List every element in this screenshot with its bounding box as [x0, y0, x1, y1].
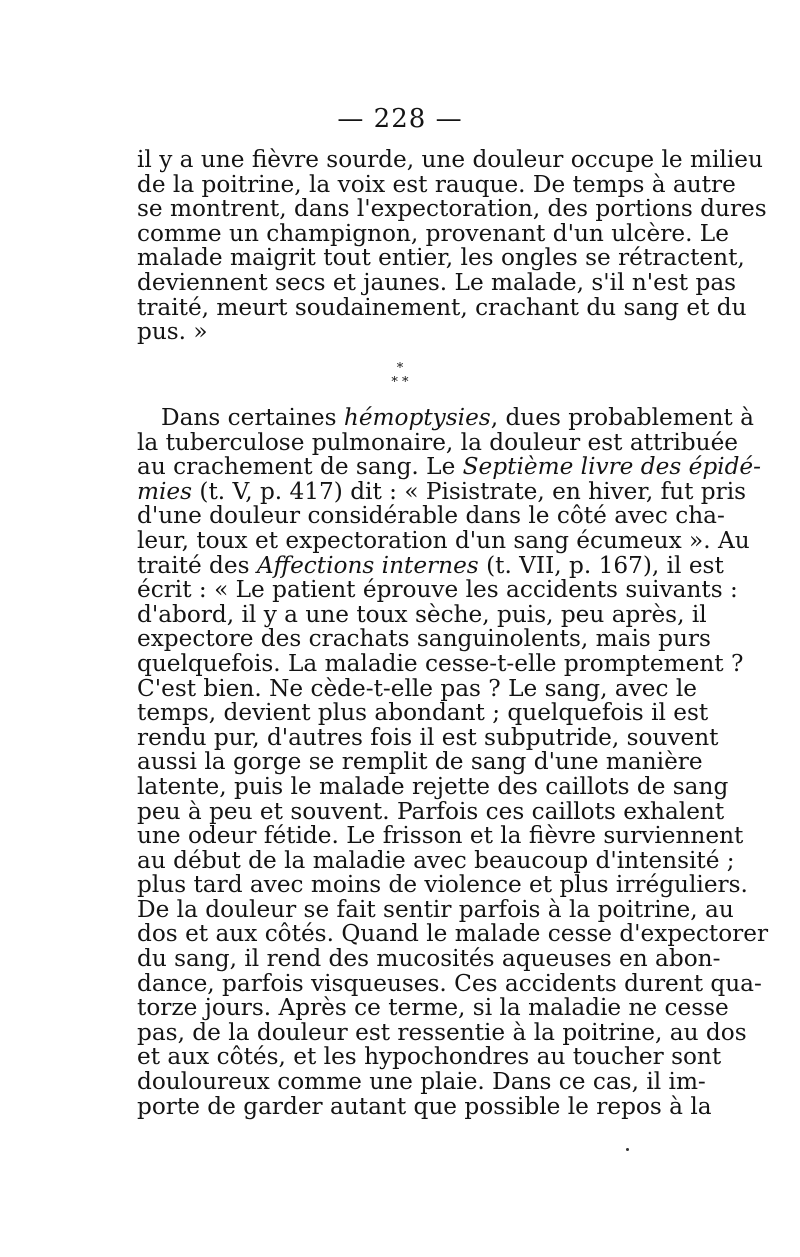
text-line: latente, puis le malade rejette des caillots de sang — [137, 772, 729, 800]
text-line: torze jours. Après ce terme, si la maladie ne cesse — [137, 994, 729, 1022]
text-line: temps, devient plus abondant ; quelquefois il est — [137, 699, 709, 727]
text-line: il y a une fièvre sourde, une douleur occupe le milieu — [137, 146, 763, 173]
text-line — [137, 551, 724, 579]
text-run: , dues probablement à — [490, 404, 754, 431]
text-line: se montrent, dans l'expectoration, des portions dures — [137, 195, 767, 223]
section-separator — [0, 362, 800, 390]
text-line: au début de la maladie avec beaucoup d'intensité ; — [137, 846, 735, 874]
text-run: traité des — [137, 551, 257, 579]
italic-title: mies — [137, 477, 193, 505]
text-line — [137, 477, 747, 505]
text-line — [137, 404, 754, 431]
page-number: — 228 — — [337, 104, 463, 134]
text-line: peu à peu et souvent. Parfois ces caillots exhalent — [137, 797, 725, 825]
text-run: au crachement de sang. Le — [137, 453, 463, 481]
text-line: deviennent secs et jaunes. Le malade, s'il n'est pas — [137, 268, 737, 296]
text-line — [137, 453, 761, 481]
print-speck — [626, 1148, 629, 1151]
text-line: comme un champignon, provenant d'un ulcère. Le — [137, 219, 729, 247]
text-line: et aux côtés, et les hypochondres au toucher sont — [137, 1043, 722, 1071]
text-line: malade maigrit tout entier, les ongles se rétractent, — [137, 244, 745, 272]
text-line: C'est bien. Ne cède-t-elle pas ? Le sang, avec le — [137, 674, 697, 702]
text-line: pas, de la douleur est ressentie à la poitrine, au dos — [137, 1018, 747, 1046]
text-line: une odeur fétide. Le frisson et la fièvre surviennent — [137, 822, 744, 850]
text-line: la tuberculose pulmonaire, la douleur est attribuée — [137, 428, 739, 456]
text-run: Dans certaines — [161, 404, 344, 431]
asterism-bottom: * * — [391, 375, 409, 390]
italic-term: hémoptysies — [343, 404, 491, 431]
text-line: porte de garder autant que possible le repos à la — [137, 1092, 712, 1120]
text-line: pus. » — [137, 318, 208, 346]
text-line: d'une douleur considérable dans le côté avec cha- — [137, 502, 725, 530]
text-line: dos et aux côtés. Quand le malade cesse d'expectorer — [137, 920, 769, 948]
text-line: plus tard avec moins de violence et plus irréguliers. — [137, 871, 748, 899]
text-line: expectore des crachats sanguinolents, mais purs — [137, 625, 711, 653]
top-paragraph — [137, 146, 767, 346]
text-run: (t. V, p. 417) dit : « Pisistrate, en hiver, fut pris — [192, 477, 747, 505]
asterism-top: * — [396, 361, 404, 376]
text-line: douloureux comme une plaie. Dans ce cas, il im- — [137, 1068, 706, 1096]
italic-title: Affections internes — [256, 551, 479, 579]
text-run: (t. VII, p. 167), il est — [478, 551, 724, 579]
text-line: rendu pur, d'autres fois il est subputride, souvent — [137, 723, 719, 751]
text-line: du sang, il rend des mucosités aqueuses en abon- — [137, 945, 721, 973]
italic-title: Septième livre des épidé- — [462, 453, 761, 481]
text-line: De la douleur se fait sentir parfois à la poitrine, au — [137, 895, 734, 923]
main-paragraph — [137, 404, 769, 1120]
text-line: quelquefois. La maladie cesse-t-elle promptement ? — [137, 649, 744, 677]
text-line: de la poitrine, la voix est rauque. De temps à autre — [137, 170, 736, 198]
text-line: d'abord, il y a une toux sèche, puis, peu après, il — [137, 600, 707, 628]
text-line: dance, parfois visqueuses. Ces accidents durent qua- — [137, 969, 762, 997]
text-line: aussi la gorge se remplit de sang d'une manière — [137, 748, 703, 776]
text-line: écrit : « Le patient éprouve les accidents suivants : — [137, 576, 738, 604]
text-line: leur, toux et expectoration d'un sang écumeux ». Au — [137, 526, 750, 554]
text-line: traité, meurt soudainement, crachant du sang et du — [137, 293, 747, 321]
